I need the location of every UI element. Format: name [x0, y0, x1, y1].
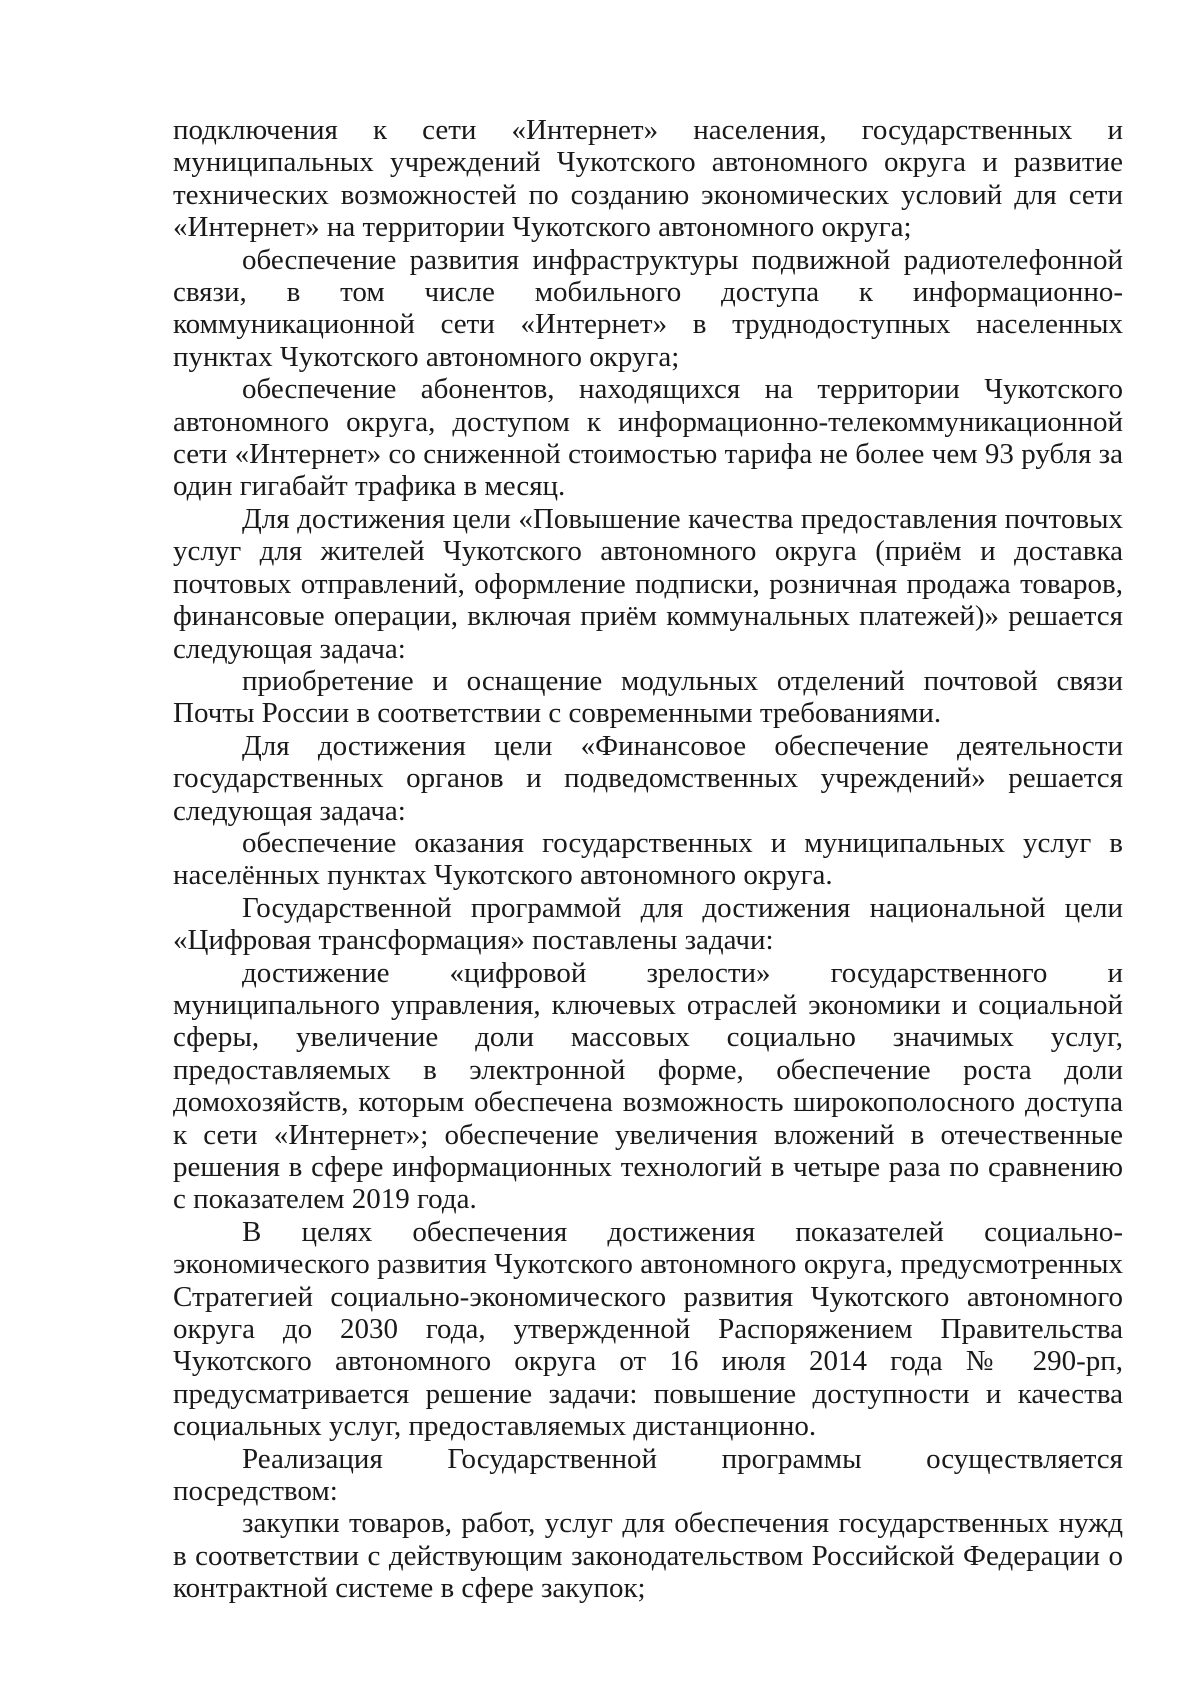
paragraph-financial-goal: Для достижения цели «Финансовое обеспечение деятельности государственных органов и подведомственных учреждений» решается следующая задача:	[173, 729, 1123, 827]
paragraph-postal-task: приобретение и оснащение модульных отделений почтовой связи Почты России в соответствии с современными требованиями.	[173, 664, 1123, 730]
paragraph-procurement: закупки товаров, работ, услуг для обеспечения государственных нужд в соответствии с действующим законодательством Российской Федерации о контрактной системе в сфере закупок;	[173, 1507, 1123, 1605]
document-body	[173, 114, 1123, 1605]
paragraph-subscriber-tariff: обеспечение абонентов, находящихся на территории Чукотского автономного округа, доступом к информационно-телекоммуникационной сети «Интернет» со сниженной стоимостью тарифа не более чем 93 рубля за один гигабайт трафика в месяц.	[173, 373, 1123, 503]
paragraph-digital-goal: Государственной программой для достижения национальной цели «Цифровая трансформация» поставлены задачи:	[173, 891, 1123, 957]
paragraph-digital-maturity: достижение «цифровой зрелости» государственного и муниципального управления, ключевых отраслей экономики и социальной сферы, увеличение доли массовых социально значимых услуг, предоставляемых в электронной форме, обеспечение роста доли домохозяйств, которым обеспечена возможность широкополосного доступа к сети «Интернет»; обеспечение увеличения вложений в отечественные решения в сфере информационных технологий в четыре раза по сравнению с показателем 2019 года.	[173, 956, 1123, 1216]
paragraph-mobile-infrastructure: обеспечение развития инфраструктуры подвижной радиотелефонной связи, в том числе мобильного доступа к информационно-коммуникационной сети «Интернет» в труднодоступных населенных пунктах Чукотского автономного округа;	[173, 243, 1123, 373]
paragraph-services-task: обеспечение оказания государственных и муниципальных услуг в населённых пунктах Чукотского автономного округа.	[173, 826, 1123, 892]
paragraph-strategy: В целях обеспечения достижения показателей социально-экономического развития Чукотского автономного округа, предусмотренных Стратегией социально-экономического развития Чукотского автономного округа до 2030 года, утвержденной Распоряжением Правительства Чукотского автономного округа от 16 июля 2014 года № 290-рп, предусматривается решение задачи: повышение доступности и качества социальных услуг, предоставляемых дистанционно.	[173, 1215, 1123, 1443]
paragraph-postal-goal: Для достижения цели «Повышение качества предоставления почтовых услуг для жителей Чукотского автономного округа (приём и доставка почтовых отправлений, оформление подписки, розничная продажа товаров, финансовые операции, включая приём коммунальных платежей)» решается следующая задача:	[173, 502, 1123, 665]
paragraph-implementation: Реализация Государственной программы осуществляется посредством:	[173, 1442, 1123, 1508]
paragraph-internet-connection: подключения к сети «Интернет» населения, государственных и муниципальных учреждений Чукотского автономного округа и развитие технических возможностей по созданию экономических условий для сети «Интернет» на территории Чукотского автономного округа;	[173, 114, 1123, 244]
